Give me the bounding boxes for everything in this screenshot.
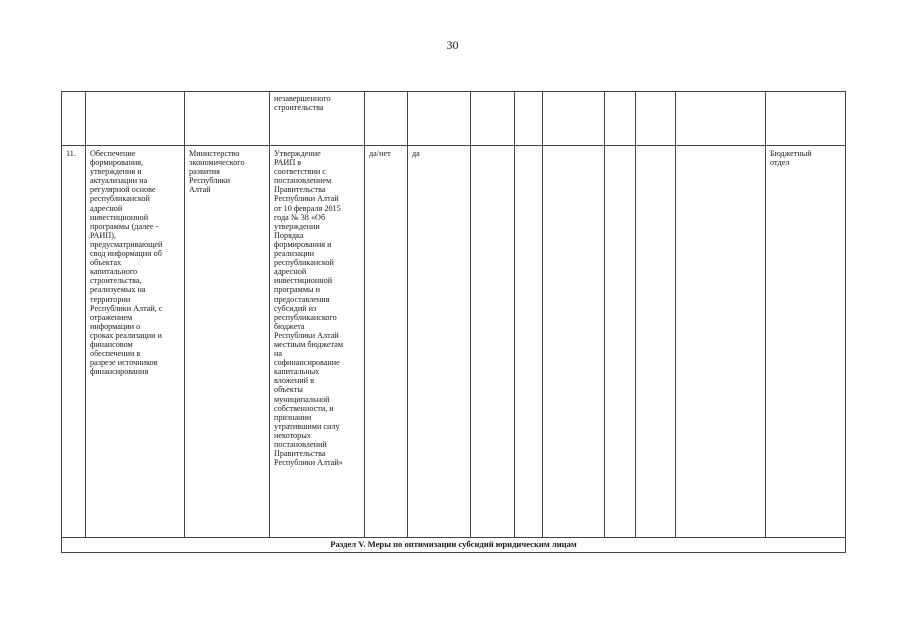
section-title: Раздел V. Меры по оптимизации субсидий юридическим лицам [330, 539, 577, 549]
cell-responsible [185, 92, 270, 146]
row-number: 11. [66, 149, 76, 158]
cell-col-8 [515, 146, 543, 538]
cell-measure [86, 146, 185, 538]
table-row-section-v [62, 538, 846, 553]
cell-unit [365, 92, 408, 146]
cell-col-8 [515, 92, 543, 146]
cell-col-7 [471, 92, 515, 146]
value-text: да [412, 149, 420, 158]
cell-col-12 [676, 146, 766, 538]
cell-col-10 [605, 92, 636, 146]
effect-text: Бюджетный отдел [770, 149, 812, 168]
table-row-11 [62, 146, 846, 538]
cell-col-9 [543, 146, 605, 538]
unit-text: да/нет [369, 149, 391, 158]
cell-col-11 [636, 146, 676, 538]
page-number: 30 [446, 38, 459, 52]
section-header-cell [62, 538, 846, 553]
cell-col-10 [605, 146, 636, 538]
cell-effect [766, 146, 846, 538]
measure-text: Обеспечение формирования, утверждения и актуализации на регулярной основе республиканской адресной инвестиционной программы (далее - РАИП), предусматривающей свод информации об объектах капитального строительства, реализуемых на территории Республики Алтай, с отражением информации о сроках реализации и финансовом обеспечении в разрезе источников финансирования [90, 149, 163, 377]
cell-measure [86, 92, 185, 146]
cell-unit [365, 146, 408, 538]
cell-action [270, 92, 365, 146]
cell-action [270, 146, 365, 538]
cell-col-9 [543, 92, 605, 146]
action-text: Утверждение РАИП в соответствии с постановлением Правительства Республики Алтай от 10 февраля 2015 года № 38 «Об утверждении Порядка формирования и реализации республиканской адресной инвестиционной программы и предоставления субсидий из республиканского бюджета Республики Алтай местным бюджетам на софинансирование капитальных вложений в объекты муниципальной собственности, и признании утратившими силу некоторых постановлений Правительства Республики Алтай» [274, 149, 344, 468]
measures-table [61, 91, 846, 553]
cell-value [408, 92, 471, 146]
cell-number [62, 92, 86, 146]
action-text: незавершенного строительства [274, 94, 331, 113]
cell-col-12 [676, 92, 766, 146]
cell-value [408, 146, 471, 538]
cell-col-11 [636, 92, 676, 146]
responsible-text: Министерство экономического развития Республики Алтай [189, 149, 245, 195]
cell-number [62, 146, 86, 538]
cell-responsible [185, 146, 270, 538]
cell-effect [766, 92, 846, 146]
table-row-continuation [62, 92, 846, 146]
cell-col-7 [471, 146, 515, 538]
